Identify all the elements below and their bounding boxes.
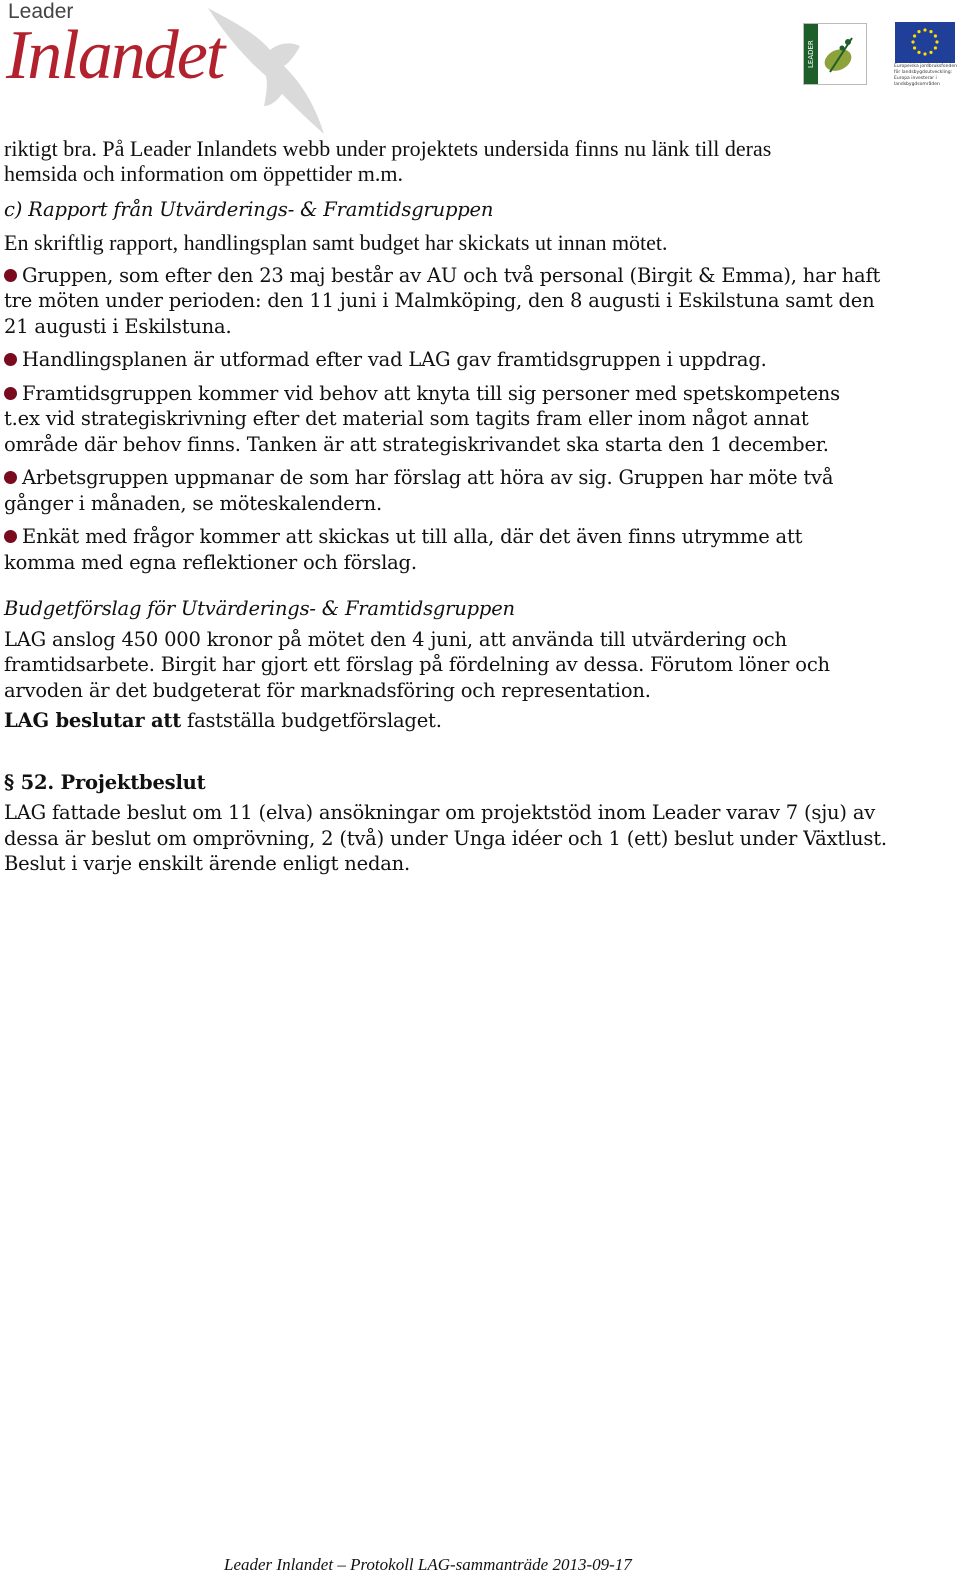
section-52-line-3: Beslut i varje enskilt ärende enligt nedan. [4,852,411,875]
bullet-4-line-2: gånger i månaden, se möteskalendern. [4,491,382,515]
document-body [4,136,894,877]
decision-rest: fastställa budgetförslaget. [181,709,442,732]
section-52-line-2: dessa är beslut om omprövning, 2 (två) under Unga idéer och 1 (ett) beslut under Växtlust. [4,826,887,850]
bullet-icon [4,387,17,400]
budget-line-1: LAG anslog 450 000 kronor på mötet den 4 juni, att använda till utvärdering och [4,627,787,651]
budget-line-2: framtidsarbete. Birgit har gjort ett förslag på fördelning av dessa. Förutom löner och [4,653,830,676]
bullet-item-3 [4,381,894,407]
section-52-line-1: LAG fattade beslut om 11 (elva) ansökningar om projektstöd inom Leader varav 7 (sju) av [4,801,876,824]
bullet-icon [4,471,17,484]
leader-emblem-icon [804,24,866,84]
bullet-1-line-3: 21 augusti i Eskilstuna. [4,314,232,338]
leader-badge-label: LEADER [804,24,818,84]
eu-flag [895,22,955,63]
decision-bold: LAG beslutar att [4,709,182,732]
eu-stars-icon [895,22,955,63]
bullet-item-4 [4,465,894,491]
logo-leader-text: Leader [8,0,74,23]
bullet-item-1 [4,263,894,289]
section-52-heading: § 52. Projektbeslut [4,770,206,794]
page-footer: Leader Inlandet – Protokoll LAG-sammanträde 2013-09-17 [224,1555,632,1574]
leader-logo [803,23,867,85]
heading-budget: Budgetförslag för Utvärderings- & Framtidsgruppen [4,597,515,620]
bullet-item-5 [4,524,894,550]
bullet-1-line-2: tre möten under perioden: den 11 juni i Malmköping, den 8 augusti i Eskilstuna samt den [4,289,875,312]
eagle-icon [200,2,330,137]
bullet-1-line-1: Gruppen, som efter den 23 maj består av AU och två personal (Birgit & Emma), har haft [22,263,881,287]
bullet-5-line-2: komma med egna reflektioner och förslag. [4,550,417,574]
intro-line-1: riktigt bra. På Leader Inlandets webb under projektets undersida finns nu länk till deras [4,136,772,161]
eu-caption: Europeiska jordbruksfonden för landsbygdsutveckling: Europa investerar i landsbygdsområden [894,64,957,87]
bullet-3-line-3: område där behov finns. Tanken är att strategiskrivandet ska starta den 1 december. [4,432,829,456]
bullet-item-2 [4,347,894,373]
logo-inlandet-text: Inlandet [6,17,224,94]
page-header [0,0,960,140]
intro-line-2: hemsida och information om öppettider m.m. [4,161,403,186]
report-line: En skriftlig rapport, handlingsplan samt budget har skickats ut innan mötet. [4,229,668,255]
budget-line-3: arvoden är det budgeterat för marknadsföring och representation. [4,678,651,702]
bullet-4-line-1: Arbetsgruppen uppmanar de som har förslag att höra av sig. Gruppen har möte två [22,466,834,489]
bullet-3-line-1: Framtidsgruppen kommer vid behov att knyta till sig personer med spetskompetens [22,381,840,405]
bullet-5-line-1: Enkät med frågor kommer att skickas ut till alla, där det även finns utrymme att [22,525,803,548]
heading-rapport: c) Rapport från Utvärderings- & Framtidsgruppen [4,198,494,221]
decision-line [4,708,894,734]
bullet-3-line-2: t.ex vid strategiskrivning efter det material som tagits fram eller inom något annat [4,407,809,430]
bullet-icon [4,269,17,282]
bullet-icon [4,353,17,366]
bullet-icon [4,530,17,543]
bullet-2-line-1: Handlingsplanen är utformad efter vad LAG gav framtidsgruppen i uppdrag. [22,348,767,371]
